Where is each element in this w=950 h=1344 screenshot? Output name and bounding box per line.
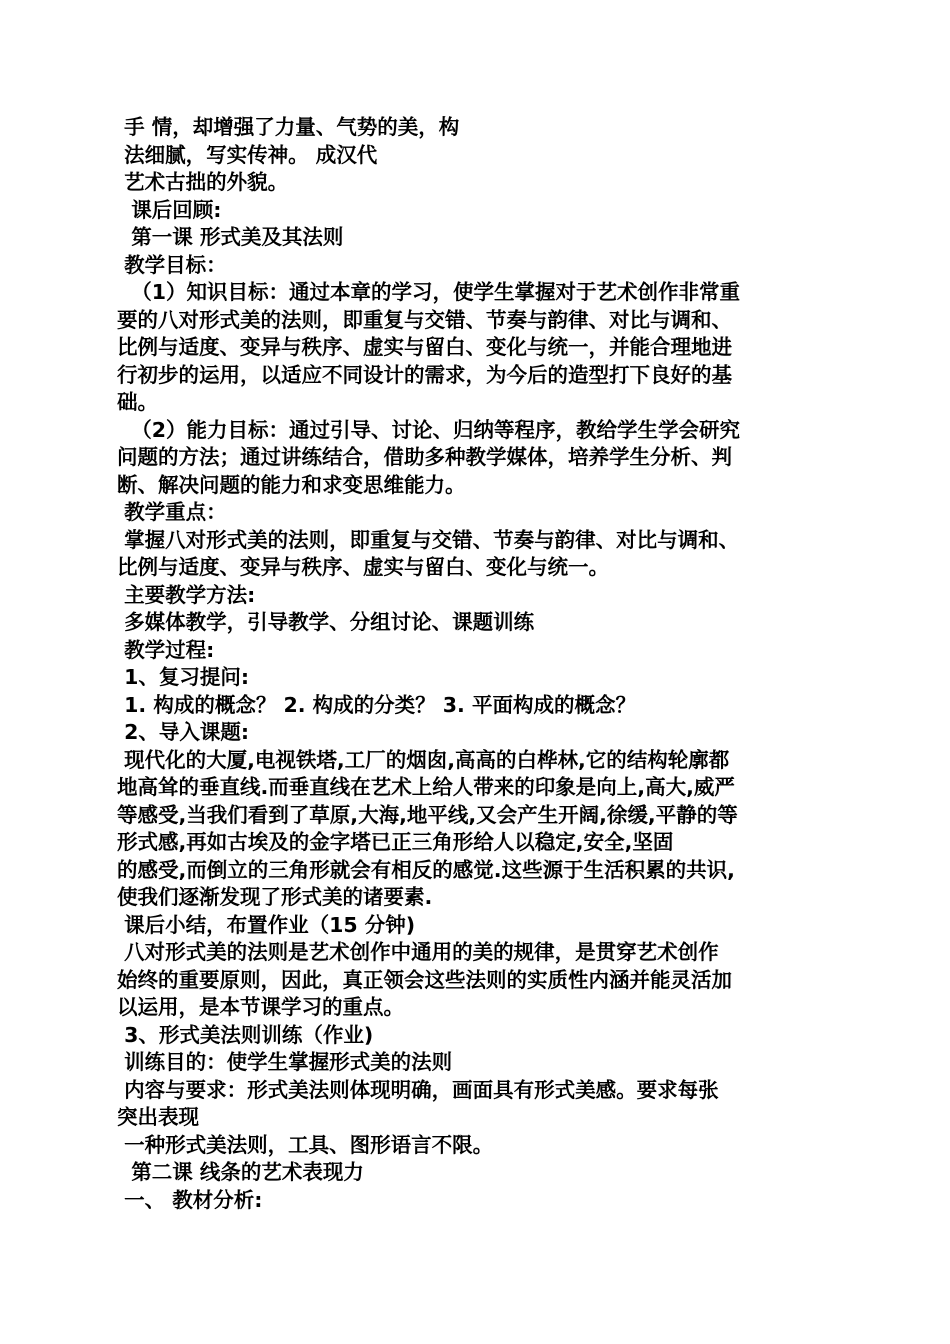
section-heading: 2、导入课题:	[117, 720, 250, 744]
text-line: 问题的方法；通过讲练结合，借助多种教学媒体，培养学生分析、判	[117, 445, 732, 469]
section-heading: 教学重点：	[117, 500, 227, 524]
text-line: 等感受,当我们看到了草原,大海,地平线,又会产生开阔,徐缓,平静的等	[117, 802, 738, 827]
text-line: 艺术古拙的外貌。	[117, 170, 289, 194]
text-line: 训练目的：使学生掌握形式美的法则	[117, 1050, 453, 1074]
section-heading: 课后回顾:	[117, 197, 222, 222]
text-line: 多媒体教学，引导教学、分组讨论、课题训练	[117, 610, 535, 634]
text-line: 使我们逐渐发现了形式美的诸要素.	[117, 885, 433, 909]
text-line: （2）能力目标：通过引导、讨论、归纳等程序，教给学生学会研究	[117, 417, 741, 442]
text-line: 比例与适度、变异与秩序、虚实与留白、变化与统一，并能合理地进	[117, 335, 732, 359]
text-line: 的感受,而倒立的三角形就会有相反的感觉.这些源于生活积累的共识,	[117, 857, 735, 882]
text-line: 以运用，是本节课学习的重点。	[117, 995, 404, 1019]
section-heading: 1、复习提问:	[117, 665, 250, 689]
lesson-plan-text	[117, 114, 837, 1214]
text-line: 地高耸的垂直线.而垂直线在艺术上给人带来的印象是向上,高大,威严	[117, 775, 735, 799]
text-line: 突出表现	[117, 1105, 199, 1129]
section-heading: 课后小结，布置作业（15 分钟)	[117, 912, 416, 937]
text-line: 内容与要求：形式美法则体现明确，画面具有形式美感。要求每张	[117, 1077, 719, 1102]
section-heading: 教学目标：	[117, 252, 227, 277]
text-line: 1. 构成的概念？ 2. 构成的分类？ 3. 平面构成的概念？	[117, 692, 636, 717]
text-line: 现代化的大厦,电视铁塔,工厂的烟囱,高高的白桦林,它的结构轮廓都	[117, 747, 730, 772]
text-line: 形式感,再如古埃及的金字塔已正三角形给人以稳定,安全,坚固	[117, 830, 674, 854]
lesson-title: 第一课 形式美及其法则	[117, 225, 344, 249]
text-line: 断、解决问题的能力和求变思维能力。	[117, 472, 466, 497]
text-line: 八对形式美的法则是艺术创作中通用的美的规律，是贯穿艺术创作	[117, 940, 719, 964]
text-line: 掌握八对形式美的法则，即重复与交错、节奏与韵律、对比与调和、	[117, 527, 740, 552]
text-line: 法细腻，写实传神。 成汉代	[117, 142, 378, 167]
text-line: 手 情，却增强了力量、气势的美，构	[117, 115, 460, 139]
section-heading: 一、 教材分析:	[117, 1187, 263, 1212]
section-heading: 3、形式美法则训练（作业)	[117, 1022, 374, 1047]
text-line: 一种形式美法则，工具、图形语言不限。	[117, 1132, 494, 1157]
text-line: 础。	[117, 390, 158, 414]
section-heading: 主要教学方法:	[117, 582, 256, 607]
text-line: 要的八对形式美的法则，即重复与交错、节奏与韵律、对比与调和、	[117, 307, 732, 332]
text-line: 始终的重要原则，因此，真正领会这些法则的实质性内涵并能灵活加	[117, 967, 732, 992]
text-line: （1）知识目标：通过本章的学习，使学生掌握对于艺术创作非常重	[117, 280, 741, 304]
text-line: 比例与适度、变异与秩序、虚实与留白、变化与统一。	[117, 555, 609, 579]
lesson-title: 第二课 线条的艺术表现力	[117, 1160, 364, 1184]
text-line: 行初步的运用，以适应不同设计的需求，为今后的造型打下良好的基	[117, 362, 732, 387]
section-heading: 教学过程:	[117, 637, 215, 662]
